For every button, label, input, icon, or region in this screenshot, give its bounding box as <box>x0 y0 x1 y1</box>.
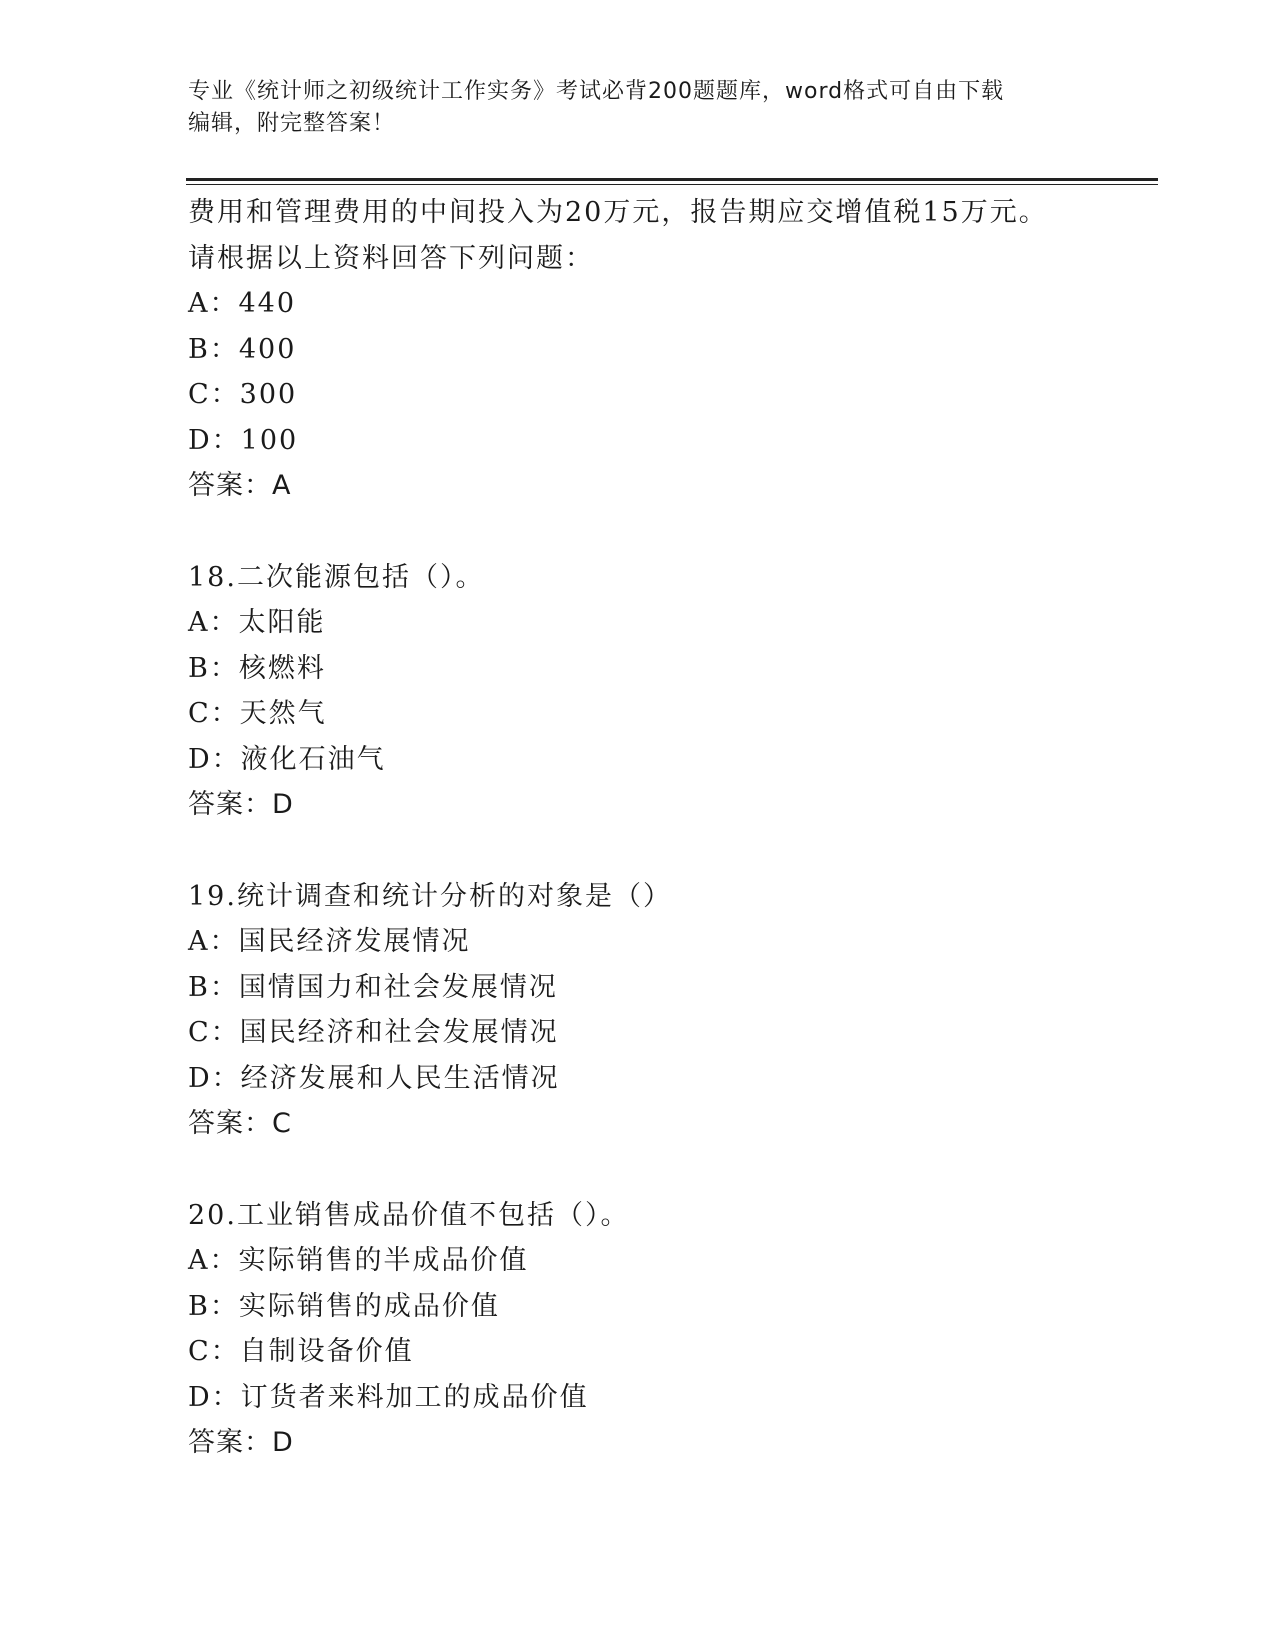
spacer <box>188 1147 1148 1193</box>
option-a: A：国民经济发展情况 <box>188 926 471 957</box>
option-d: D：100 <box>188 424 299 456</box>
document-header <box>188 76 1088 140</box>
option-b: B：400 <box>188 333 297 365</box>
header-divider-thin <box>186 184 1158 185</box>
option-b: B：国情国力和社会发展情况 <box>188 971 558 1003</box>
option-b: B：实际销售的成品价值 <box>188 1290 500 1322</box>
question-text: 请根据以上资料回答下列问题： <box>188 242 594 274</box>
question-title: 20.工业销售成品价值不包括（）。 <box>188 1199 630 1231</box>
header-line-2: 编辑，附完整答案！ <box>188 111 396 136</box>
option-c: C：自制设备价值 <box>188 1336 414 1367</box>
question-title: 19.统计调查和统计分析的对象是（） <box>188 880 672 912</box>
question-18 <box>188 555 1148 828</box>
answer: 答案：D <box>188 1427 294 1458</box>
answer: 答案：D <box>188 789 294 820</box>
answer: 答案：C <box>188 1108 292 1139</box>
option-c: C：国民经济和社会发展情况 <box>188 1017 559 1048</box>
question-title: 18.二次能源包括（）。 <box>188 561 485 593</box>
question-19 <box>188 874 1148 1147</box>
option-d: D：经济发展和人民生活情况 <box>188 1062 560 1094</box>
document-body <box>188 190 1148 1466</box>
question-text: 费用和管理费用的中间投入为20万元，报告期应交增值税15万元。 <box>188 197 1048 228</box>
spacer <box>188 509 1148 555</box>
option-d: D：液化石油气 <box>188 743 386 775</box>
option-c: C：300 <box>188 379 298 410</box>
answer: 答案：A <box>188 470 292 501</box>
option-c: C：天然气 <box>188 698 327 729</box>
question-17 <box>188 190 1148 509</box>
question-20 <box>188 1193 1148 1466</box>
header-line-1: 专业《统计师之初级统计工作实务》考试必背200题题库，word格式可自由下载 <box>188 79 1005 104</box>
option-a: A：实际销售的半成品价值 <box>188 1245 529 1276</box>
header-divider-thick <box>186 178 1158 181</box>
option-a: A：440 <box>188 288 297 319</box>
option-d: D：订货者来料加工的成品价值 <box>188 1381 589 1413</box>
option-b: B：核燃料 <box>188 652 326 684</box>
option-a: A：太阳能 <box>188 607 326 638</box>
spacer <box>188 828 1148 874</box>
